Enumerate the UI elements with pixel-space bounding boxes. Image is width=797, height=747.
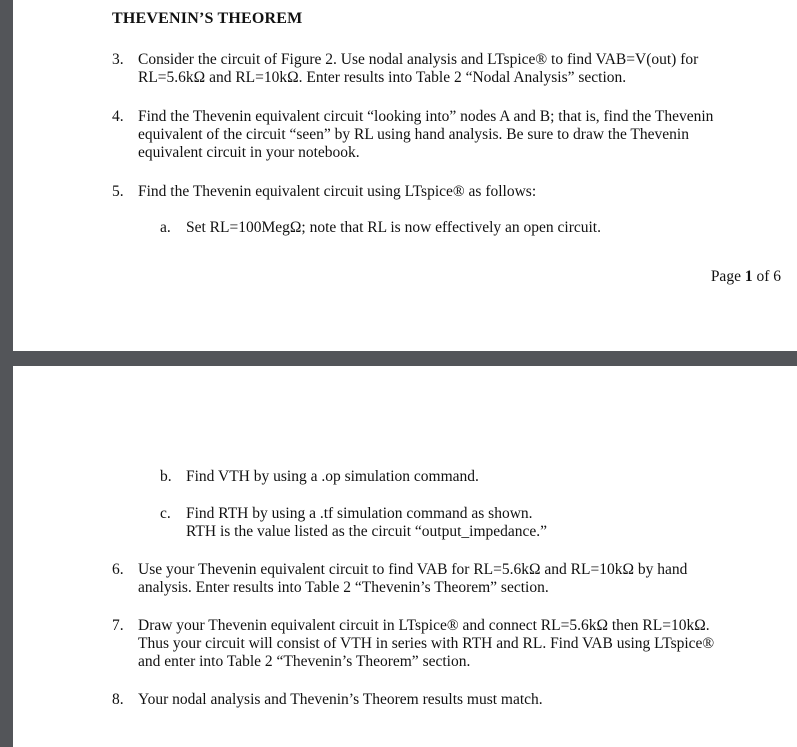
sub-item-line: Find RTH by using a .tf simulation command as shown. [186, 505, 533, 522]
sub-item-c [160, 505, 780, 541]
sub-item-letter: b. [160, 468, 172, 485]
list-item-8 [112, 691, 782, 709]
item-line: equivalent of the circuit “seen” by RL using hand analysis. Be sure to draw the Thevenin [138, 126, 689, 143]
sub-item-b [160, 468, 780, 486]
item-number: 6. [112, 561, 124, 578]
item-number: 7. [112, 617, 124, 634]
pdf-page-2 [13, 366, 797, 747]
page-separator [0, 351, 797, 366]
page-label: Page [710, 268, 741, 285]
sub-item-line: RTH is the value listed as the circuit “output_impedance.” [186, 523, 548, 540]
list-item-3 [112, 51, 782, 87]
item-number: 8. [112, 691, 124, 708]
item-line: equivalent circuit in your notebook. [138, 144, 360, 161]
list-item-5 [112, 183, 782, 201]
item-line: Consider the circuit of Figure 2. Use nodal analysis and LTspice® to find VAB=V(out) for [138, 51, 699, 68]
item-number: 3. [112, 51, 124, 68]
sub-item-letter: c. [160, 505, 171, 522]
list-item-6 [112, 561, 782, 597]
item-number: 5. [112, 183, 124, 200]
sub-item-a [160, 219, 780, 237]
item-line: RL=5.6kΩ and RL=10kΩ. Enter results into Table 2 “Nodal Analysis” section. [138, 69, 627, 86]
sub-item-line: Find VTH by using a .op simulation command. [186, 468, 479, 485]
page-number [711, 268, 781, 286]
item-number: 4. [112, 108, 124, 125]
page-of: of [756, 268, 770, 285]
item-line: Your nodal analysis and Thevenin’s Theorem results must match. [138, 691, 543, 708]
item-line: Use your Thevenin equivalent circuit to find VAB for RL=5.6kΩ and RL=10kΩ by hand [138, 561, 688, 578]
sub-item-line: Set RL=100MegΩ; note that RL is now effectively an open circuit. [186, 219, 601, 236]
pdf-page-1 [13, 0, 797, 351]
list-item-4 [112, 108, 782, 162]
page-current: 1 [744, 268, 753, 285]
sub-item-letter: a. [160, 219, 171, 236]
item-line: Draw your Thevenin equivalent circuit in LTspice® and connect RL=5.6kΩ then RL=10kΩ. [138, 617, 710, 634]
item-line: Find the Thevenin equivalent circuit “looking into” nodes A and B; that is, find the Thevenin [138, 108, 714, 125]
item-line: and enter into Table 2 “Thevenin’s Theorem” section. [138, 653, 471, 670]
item-line: analysis. Enter results into Table 2 “Thevenin’s Theorem” section. [138, 579, 549, 596]
list-item-7 [112, 617, 782, 671]
section-title: THEVENIN’S THEOREM [112, 10, 303, 27]
page-total: 6 [773, 268, 781, 285]
item-line: Thus your circuit will consist of VTH in series with RTH and RL. Find VAB using LTspice® [138, 635, 715, 652]
item-line: Find the Thevenin equivalent circuit using LTspice® as follows: [138, 183, 537, 200]
